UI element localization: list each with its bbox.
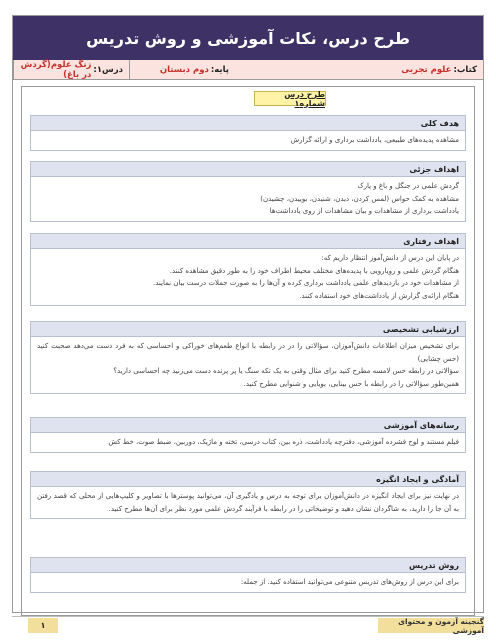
section-heading: ارزشیابی تشخیصی: [30, 321, 466, 337]
section-body: [30, 131, 466, 151]
section-heading: آمادگی و ایجاد انگیزه: [30, 471, 466, 487]
section-body: [30, 177, 466, 222]
book-value: علوم تجربی: [401, 64, 452, 75]
section-line: یادداشت برداری از مشاهدات و بیان مشاهدات از روی یادداشت‌ها: [269, 207, 459, 215]
page-title: طرح درس، نکات آموزشی و روش تدریس: [86, 28, 410, 48]
section-line: فیلم مستند و لوح فشرده آموزشی، دفترچه یادداشت، ذره بین، کتاب درسی، تخته و ماژیک، دوربین، ضبط صوت، خط کش: [108, 438, 459, 446]
book-label: کتاب:: [453, 64, 477, 75]
grade-value: دوم دبستان: [159, 64, 209, 75]
section-line: مشاهده به کمک حواس (لمس کردن، دیدن، شنیدن، بوییدن، چشیدن): [260, 194, 459, 203]
section-line: همین‌طور سؤالاتی را در رابطه با حس بینایی، بویایی و شنوایی مطرح کنید.: [243, 379, 459, 388]
section-heading: هدف کلی: [30, 115, 466, 131]
lesson-plan-frame: [12, 15, 484, 613]
section-readiness-motivation: [30, 471, 466, 519]
section-general-goal: [30, 115, 466, 151]
section-heading: اهداف رفتاری: [30, 233, 466, 249]
section-line: هنگام گردش علمی و رویارویی با پدیده‌های مختلف محیط اطراف خود را به طور دقیق مشاهده کنند.: [169, 266, 459, 275]
grade-label: پایه:: [210, 64, 229, 75]
section-behavioral-goals: [30, 233, 466, 306]
section-body: [30, 337, 466, 394]
info-row: [13, 60, 483, 80]
plan-number: طرح درس شماره۱: [284, 89, 325, 108]
section-teaching-method: [30, 557, 466, 593]
section-line: برای تشخیص میزان اطلاعات دانش‌آموزان، سؤالاتی را در در رابطه با انواع طعم‌های خوراکی و احساسی که به فرد دست می‌دهد صحبت کنید (حس چشایی): [37, 342, 459, 363]
section-heading: رسانه‌های آموزشی: [30, 417, 466, 433]
section-line: در پایان این درس از دانش‌آموز انتظار داریم که:: [321, 254, 459, 262]
section-heading: روش تدریس: [30, 557, 466, 573]
section-partial-goals: [30, 161, 466, 222]
page-number: ۱: [28, 618, 58, 633]
section-heading: اهداف جزئی: [30, 161, 466, 177]
title-bar: [13, 16, 483, 60]
section-body: [30, 573, 466, 593]
section-line: گردش علمی در جنگل و باغ و پارک: [357, 182, 459, 190]
plan-number-badge: [254, 91, 326, 106]
section-body: [30, 249, 466, 306]
section-diagnostic-assessment: [30, 321, 466, 394]
page-footer: [12, 616, 484, 635]
section-line: از مشاهدات خود در بازدیدهای علمی یادداشت برداری کرده و آن‌ها را به صورت جملات درست بیان نمایند.: [153, 279, 459, 287]
lesson-label: درس۱:: [93, 64, 123, 75]
section-body: [30, 433, 466, 453]
footer-brand: گنجینه آزمون و محتوای آموزشی: [378, 618, 484, 633]
section-body: [30, 487, 466, 519]
section-teaching-media: [30, 417, 466, 453]
lesson-value: زنگ علوم(گردش در باغ): [20, 59, 92, 80]
content-area: [21, 86, 475, 616]
section-line: در نهایت نیز برای ایجاد انگیزه در دانش‌آموزان برای توجه به درس و یادگیری آن، می‌توانید پوسترها با تصاویر و کلیپ‌هایی از محلی که قصد رفتن به آن جا را دارید، به شاگردان نشان دهید و توضیحاتی را در رابطه با فرآیند گردش علمی مورد نظر برای آن‌ها مطرح کنید.: [37, 492, 459, 513]
lesson-cell: [13, 60, 129, 79]
section-line: برای این درس از روش‌های تدریس متنوعی می‌توانید استفاده کنید. از جمله:: [240, 578, 459, 586]
grade-cell: [129, 60, 235, 79]
book-cell: [235, 60, 483, 79]
section-line: سؤالاتی در رابطه حس لامسه مطرح کنید برای مثال وقتی به یک تکه سنگ یا پر پرنده دست می‌زنید چه احساسی دارید؟: [113, 367, 459, 375]
section-line: هنگام ارائه‌ی گزارش از یادداشت‌های خود استفاده کنند.: [299, 291, 459, 300]
section-line: مشاهده پدیده‌های طبیعی، یادداشت برداری و ارائه گزارش: [290, 136, 459, 144]
